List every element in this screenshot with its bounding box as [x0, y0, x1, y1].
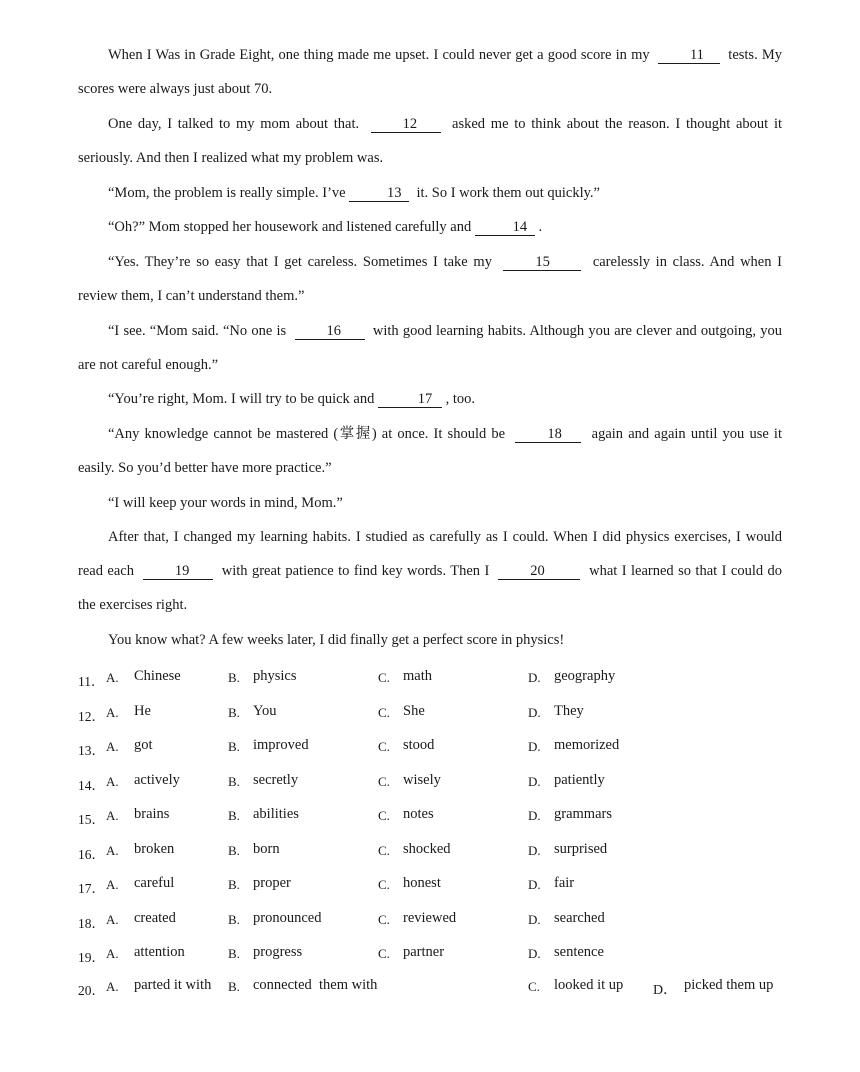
- option-a-letter: A.: [106, 877, 119, 892]
- question-number: 15．: [78, 812, 105, 827]
- option-b-letter: B.: [228, 670, 240, 685]
- option-d-letter: D.: [528, 808, 541, 823]
- question-18-options: [78, 910, 798, 932]
- paragraph-text: “Mom, the problem is really simple. I’ve: [108, 185, 346, 201]
- option-d-text[interactable]: searched: [554, 910, 605, 926]
- option-a-text[interactable]: Chinese: [134, 668, 181, 684]
- passage-paragraph-6: [78, 314, 782, 382]
- option-a-letter: A.: [106, 670, 119, 685]
- option-c-text[interactable]: honest: [403, 875, 441, 891]
- passage-paragraph-10: [78, 520, 782, 622]
- question-number: 20．: [78, 983, 105, 998]
- option-d-text[interactable]: memorized: [554, 737, 620, 753]
- option-c-text[interactable]: shocked: [403, 841, 451, 857]
- option-c-letter: C.: [378, 946, 390, 961]
- blank-12: 12: [371, 116, 441, 133]
- option-c-letter: C.: [378, 739, 390, 754]
- passage-paragraph-11: [78, 623, 782, 657]
- passage-paragraph-8: [78, 417, 782, 485]
- option-a-text[interactable]: careful: [134, 875, 175, 891]
- option-d-letter: D.: [528, 739, 541, 754]
- option-c-letter: C.: [378, 705, 390, 720]
- option-d-text[interactable]: grammars: [554, 806, 612, 822]
- option-a-text[interactable]: brains: [134, 806, 170, 822]
- option-a-text[interactable]: got: [134, 737, 153, 753]
- paragraph-text: it. So I work them out quickly.”: [416, 185, 600, 201]
- option-d-letter: D.: [528, 774, 541, 789]
- option-a-letter: A.: [106, 808, 119, 823]
- paragraph-text: After that, I changed my learning habits. I studied as carefully as I could. When I did physics exercises, I would read each: [78, 529, 782, 579]
- passage-paragraph-2: [78, 107, 782, 175]
- option-d-letter: D.: [528, 877, 541, 892]
- option-d-letter: D.: [528, 843, 541, 858]
- paragraph-text: One day, I talked to my mom about that.: [108, 116, 360, 132]
- blank-14: 14: [475, 219, 535, 236]
- option-c-letter: C.: [378, 877, 390, 892]
- paragraph-text: what I learned so that I could do the exercises right.: [78, 563, 783, 613]
- option-b-letter: B.: [228, 739, 240, 754]
- option-d-text[interactable]: sentence: [554, 944, 604, 960]
- question-number: 18．: [78, 916, 105, 931]
- paragraph-text: carelessly in class. And when I review them, I can’t understand them.”: [78, 254, 783, 304]
- option-a-text[interactable]: actively: [134, 772, 180, 788]
- paragraph-text: When I Was in Grade Eight, one thing made me upset. I could never get a good score in my: [108, 47, 650, 63]
- option-b-letter: B.: [228, 912, 240, 927]
- paragraph-text: “You’re right, Mom. I will try to be quick and: [108, 391, 375, 407]
- option-b-letter: B.: [228, 843, 240, 858]
- option-b-text[interactable]: born: [253, 841, 280, 857]
- option-a-letter: A.: [106, 739, 119, 754]
- passage-paragraph-4: [78, 210, 782, 244]
- paragraph-text: “I will keep your words in mind, Mom.”: [108, 495, 343, 511]
- question-13-options: [78, 737, 798, 759]
- question-12-options: [78, 703, 798, 725]
- option-a-text[interactable]: parted it with: [134, 977, 212, 993]
- question-15-options: [78, 806, 798, 828]
- option-b-text[interactable]: connected them with: [253, 977, 378, 993]
- passage-paragraph-3: [78, 176, 782, 210]
- question-number: 16．: [78, 847, 105, 862]
- option-d-text[interactable]: patiently: [554, 772, 605, 788]
- option-a-letter: A.: [106, 774, 119, 789]
- paragraph-text: asked me to think about the reason. I thought about it seriously. And then I realized what my problem was.: [78, 116, 783, 166]
- option-a-letter: A.: [106, 979, 119, 994]
- paragraph-text: again and again until you use it easily. So you’d better have more practice.”: [78, 426, 782, 476]
- option-c-text[interactable]: math: [403, 668, 432, 684]
- option-b-letter: B.: [228, 808, 240, 823]
- option-a-text[interactable]: broken: [134, 841, 175, 857]
- option-d-letter: D.: [528, 912, 541, 927]
- paragraph-text: .: [538, 219, 543, 235]
- blank-19: 19: [143, 563, 213, 580]
- option-c-letter: C.: [528, 979, 540, 994]
- option-d-text[interactable]: picked them up: [684, 977, 774, 993]
- blank-15: 15: [503, 254, 581, 271]
- blank-13: 13: [349, 185, 409, 202]
- option-c-letter: C.: [378, 774, 390, 789]
- question-number: 13．: [78, 743, 105, 758]
- option-b-letter: B.: [228, 705, 240, 720]
- paragraph-text: with great patience to find key words. Then I: [221, 563, 490, 579]
- option-c-text[interactable]: She: [403, 703, 425, 719]
- question-number: 11．: [78, 674, 105, 689]
- option-b-text[interactable]: You: [253, 703, 277, 719]
- question-number: 17．: [78, 881, 105, 896]
- paragraph-text: “I see. “Mom said. “No one is: [108, 323, 287, 339]
- option-c-text[interactable]: stood: [403, 737, 435, 753]
- question-number: 19．: [78, 950, 105, 965]
- question-11-options: [78, 668, 798, 690]
- blank-18: 18: [515, 426, 581, 443]
- option-c-letter: C.: [378, 912, 390, 927]
- option-b-letter: B.: [228, 946, 240, 961]
- question-17-options: [78, 875, 798, 897]
- option-d-text[interactable]: geography: [554, 668, 616, 684]
- option-b-text[interactable]: progress: [253, 944, 303, 960]
- passage-paragraph-7: [78, 382, 782, 416]
- option-b-text[interactable]: proper: [253, 875, 291, 891]
- option-c-letter: C.: [378, 808, 390, 823]
- option-a-letter: A.: [106, 705, 119, 720]
- option-c-letter: C.: [378, 843, 390, 858]
- question-20-options: [78, 977, 798, 999]
- question-14-options: [78, 772, 798, 794]
- question-16-options: [78, 841, 798, 863]
- option-c-letter: C.: [378, 670, 390, 685]
- option-d-text[interactable]: surprised: [554, 841, 608, 857]
- option-a-text[interactable]: created: [134, 910, 176, 926]
- option-b-text[interactable]: improved: [253, 737, 309, 753]
- paragraph-text: , too.: [445, 391, 475, 407]
- option-b-text[interactable]: physics: [253, 668, 297, 684]
- option-c-text[interactable]: looked it up: [554, 977, 624, 993]
- blank-17: 17: [378, 391, 442, 408]
- passage-paragraph-1: [78, 38, 782, 106]
- option-d-letter: D.: [528, 705, 541, 720]
- option-d-letter: D.: [528, 670, 541, 685]
- option-d-text[interactable]: They: [554, 703, 584, 719]
- option-d-letter: D．: [653, 983, 678, 998]
- option-a-letter: A.: [106, 843, 119, 858]
- option-d-text[interactable]: fair: [554, 875, 575, 891]
- paragraph-text: tests. My scores were always just about 70.: [78, 47, 783, 97]
- blank-20: 20: [498, 563, 580, 580]
- question-19-options: [78, 944, 798, 966]
- paragraph-text: “Yes. They’re so easy that I get careless. Sometimes I take my: [108, 254, 492, 270]
- blank-16: 16: [295, 323, 365, 340]
- option-c-text[interactable]: notes: [403, 806, 434, 822]
- paragraph-text: with good learning habits. Although you are clever and outgoing, you are not careful enough.”: [78, 323, 782, 373]
- paragraph-text: “Oh?” Mom stopped her housework and listened carefully and: [108, 219, 472, 235]
- option-a-letter: A.: [106, 912, 119, 927]
- option-a-text[interactable]: attention: [134, 944, 185, 960]
- option-a-text[interactable]: He: [134, 703, 151, 719]
- option-b-text[interactable]: abilities: [253, 806, 299, 822]
- option-b-letter: B.: [228, 877, 240, 892]
- option-b-text[interactable]: secretly: [253, 772, 299, 788]
- passage-paragraph-5: [78, 245, 782, 313]
- option-b-letter: B.: [228, 979, 240, 994]
- question-number: 14．: [78, 778, 105, 793]
- blank-11: 11: [658, 47, 720, 64]
- option-c-text[interactable]: partner: [403, 944, 445, 960]
- option-c-text[interactable]: wisely: [403, 772, 441, 788]
- option-b-text[interactable]: pronounced: [253, 910, 322, 926]
- option-a-letter: A.: [106, 946, 119, 961]
- option-d-letter: D.: [528, 946, 541, 961]
- option-c-text[interactable]: reviewed: [403, 910, 457, 926]
- paragraph-text: “Any knowledge cannot be mastered (掌握) at once. It should be: [108, 426, 506, 442]
- paragraph-text: You know what? A few weeks later, I did finally get a perfect score in physics!: [108, 632, 565, 648]
- option-b-letter: B.: [228, 774, 240, 789]
- question-number: 12．: [78, 709, 105, 724]
- passage-paragraph-9: [78, 486, 782, 520]
